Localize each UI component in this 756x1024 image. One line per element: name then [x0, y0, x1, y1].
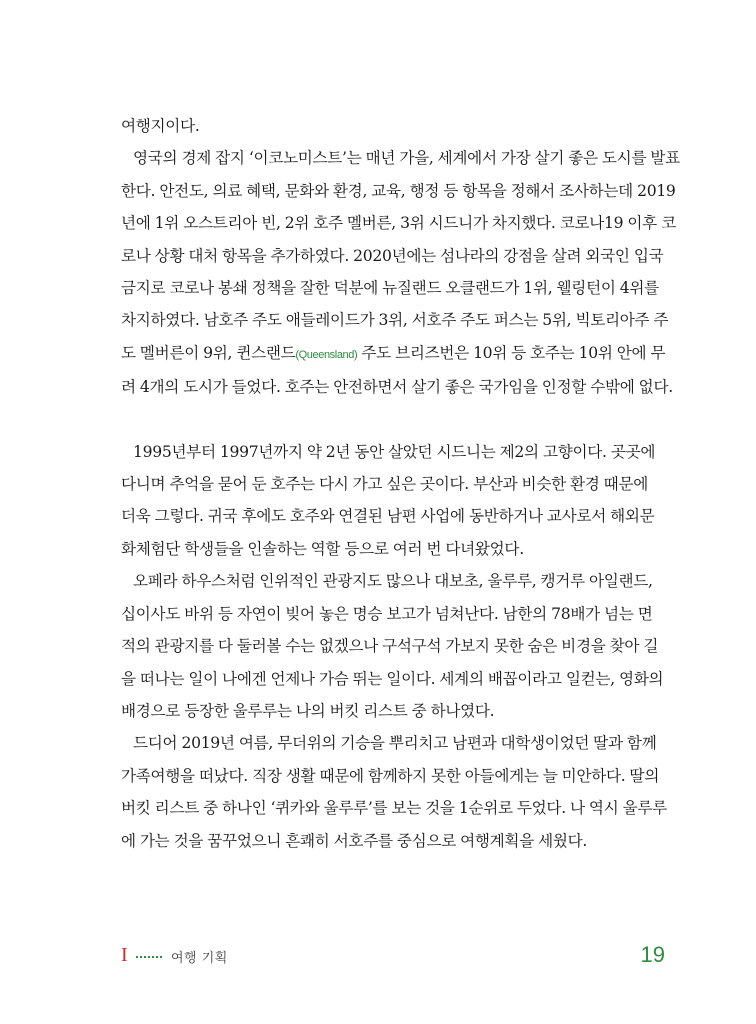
- text-line: 한다. 안전도, 의료 혜택, 문화와 환경, 교육, 행정 등 항목을 정해서 조사하는데 2019: [121, 181, 676, 200]
- text-line: 적의 관광지를 다 둘러볼 수는 없겠으나 구석구석 가보지 못한 숨은 비경을 찾아 길: [121, 637, 659, 656]
- text-line: 에 가는 것을 꿈꾸었으니 흔쾌히 서호주를 중심으로 여행계획을 세웠다.: [121, 831, 588, 850]
- text-line: 려 4개의 도시가 들었다. 호주는 안전하면서 살기 좋은 국가임을 인정할 수밖에 없다.: [121, 378, 673, 397]
- text-line: 년에 1위 오스트리아 빈, 2위 호주 멜버른, 3위 시드니가 차지했다. 코로나19 이후 코: [121, 214, 676, 233]
- paragraph: [121, 142, 680, 403]
- text-line: 을 떠나는 일이 나에겐 언제나 가슴 뛰는 일이다. 세계의 배꼽이라고 일컫는, 영화의: [121, 669, 664, 688]
- chapter-numeral: I: [121, 944, 128, 966]
- text-line: 가족여행을 떠났다. 직장 생활 때문에 함께하지 못한 아들에게는 늘 미안하다. 딸의: [121, 766, 660, 785]
- text-line: 화체험단 학생들을 인솔하는 역할 등으로 여러 번 다녀왔었다.: [121, 539, 524, 558]
- paragraph: [121, 436, 665, 566]
- text-line: 더욱 그렇다. 귀국 후에도 호주와 연결된 남편 사업에 동반하거나 교사로서 해외문: [121, 507, 655, 526]
- paragraph-gap: [121, 404, 665, 436]
- text-line: 차지하였다. 남호주 주도 애들레이드가 3위, 서호주 주도 퍼스는 5위, 빅토리아주 주: [121, 311, 669, 330]
- english-annotation: (Queensland): [295, 348, 358, 361]
- paragraph: [121, 110, 665, 142]
- page-footer: [121, 942, 665, 972]
- text-line: 십이사도 바위 등 자연이 빚어 놓은 명승 보고가 넘쳐난다. 남한의 78배가 넘는 면: [121, 604, 653, 623]
- text-line: 금지로 코로나 봉쇄 정책을 잘한 덕분에 뉴질랜드 오클랜드가 1위, 웰링턴이 4위를: [121, 279, 659, 298]
- text-line: 버킷 리스트 중 하나인 ‘퀴카와 울루루’를 보는 것을 1순위로 두었다. 나 역시 울루루: [121, 799, 667, 818]
- text-line: 로나 상황 대처 항목을 추가하였다. 2020년에는 섬나라의 강점을 살려 외국인 입국: [121, 246, 664, 265]
- text-line: 오페라 하우스처럼 인위적인 관광지도 많으나 대보초, 울루루, 캥거루 아일랜드,: [133, 572, 653, 591]
- running-title: 여행 기획: [171, 951, 228, 966]
- text-line: 여행지이다.: [121, 117, 200, 135]
- text-line: 다니며 추억을 묻어 둔 호주는 다시 가고 싶은 곳이다. 부산과 비슷한 환경 때문에: [121, 475, 648, 494]
- paragraph: [121, 565, 665, 727]
- paragraph: [121, 727, 665, 857]
- text-line: 배경으로 등장한 울루루는 나의 버킷 리스트 중 하나였다.: [121, 701, 495, 720]
- page-body: [121, 110, 680, 857]
- dotted-leader: [136, 956, 162, 958]
- text-line: 드디어 2019년 여름, 무더위의 기승을 뿌리치고 남편과 대학생이었던 딸과 함께: [133, 734, 657, 753]
- text-line-with-note: [121, 337, 665, 371]
- text-line: 1995년부터 1997년까지 약 2년 동안 살았던 시드니는 제2의 고향이다. 곳곳에: [133, 442, 656, 461]
- page-number: 19: [640, 942, 665, 967]
- text-line: 영국의 경제 잡지 ‘이코노미스트’는 매년 가을, 세계에서 가장 살기 좋은 도시를 발표: [133, 149, 680, 168]
- text-segment: 주도 브리즈번은 10위 등 호주는 10위 안에 무: [357, 343, 666, 362]
- text-segment: 도 멜버른이 9위, 퀸스랜드: [121, 343, 296, 362]
